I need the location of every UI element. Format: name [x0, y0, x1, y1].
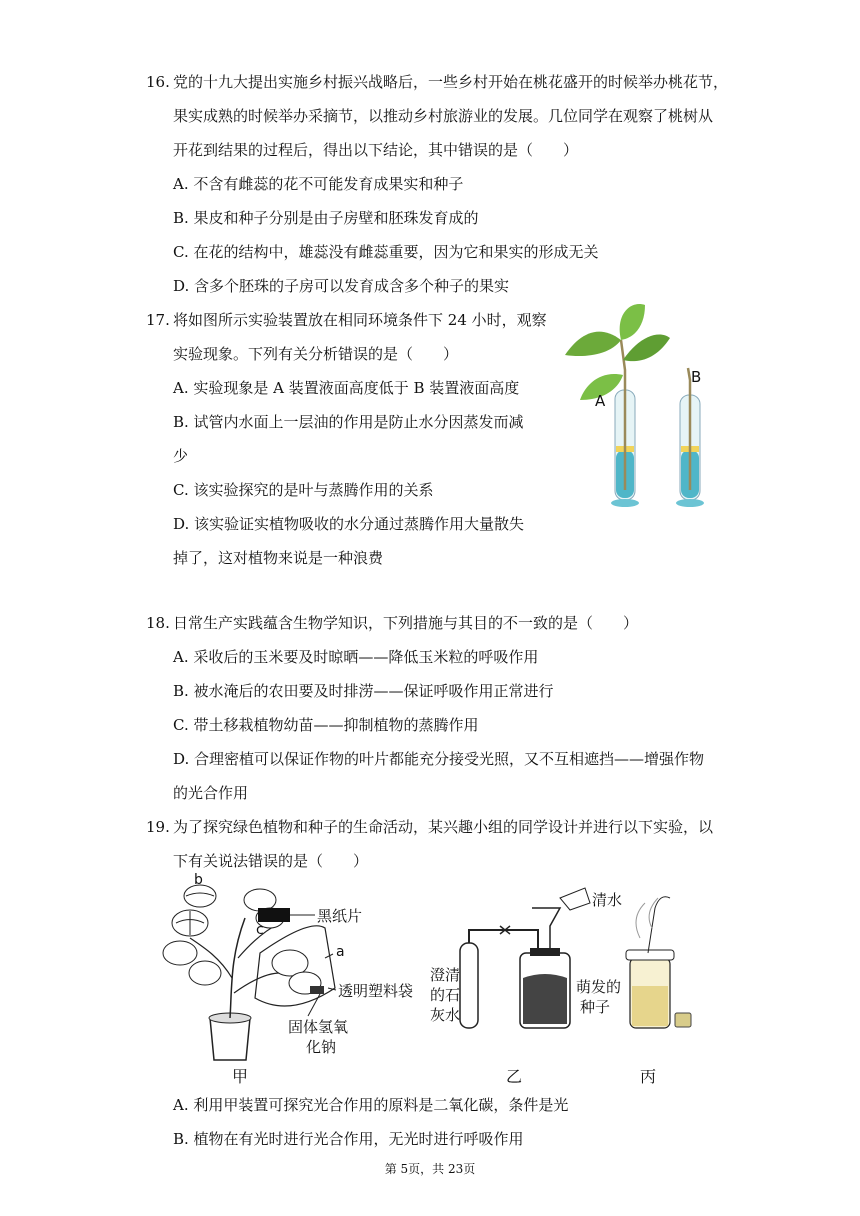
figure-label-a: A	[595, 392, 606, 410]
question-19-stem-line-1: 为了探究绿色植物和种子的生命活动，某兴趣小组的同学设计并进行以下实验，以	[173, 818, 714, 836]
question-18-stem-line-1: 日常生产实践蕴含生物学知识，下列措施与其目的不一致的是（ ）	[173, 614, 639, 632]
question-16-number: 16.	[146, 73, 170, 91]
label-naoh-line-1: 固体氢氧	[288, 1018, 349, 1036]
question-16-option-d: D. 含多个胚珠的子房可以发育成含多个种子的果实	[173, 277, 510, 295]
plant-seed-experiment-figure	[160, 872, 705, 1088]
question-18-option-d-cont: 的光合作用	[173, 784, 249, 802]
label-germinating-seeds-2: 种子	[580, 998, 611, 1016]
label-water: 清水	[592, 891, 623, 909]
question-18-option-b: B. 被水淹后的农田要及时排涝——保证呼吸作用正常进行	[173, 682, 554, 700]
transpiration-experiment-figure	[555, 300, 735, 510]
question-19-option-b: B. 植物在有光时进行光合作用，无光时进行呼吸作用	[173, 1130, 524, 1148]
question-17-option-a: A. 实验现象是 A 装置液面高度低于 B 装置液面高度	[173, 379, 520, 397]
label-apparatus-yi: 乙	[506, 1067, 523, 1086]
question-16-stem-line-2: 果实成熟的时候举办采摘节，以推动乡村旅游业的发展。几位同学在观察了桃树从	[173, 107, 714, 125]
figure-label-b: B	[691, 368, 702, 386]
question-16-option-c: C. 在花的结构中，雄蕊没有雌蕊重要，因为它和果实的形成无关	[173, 243, 599, 261]
label-apparatus-bing: 丙	[640, 1067, 657, 1086]
question-17-option-b-cont: 少	[173, 447, 189, 465]
question-18-number: 18.	[146, 614, 170, 632]
label-leaf-b: b	[194, 872, 203, 888]
question-18-option-d: D. 合理密植可以保证作物的叶片都能充分接受光照，又不互相遮挡——增强作物	[173, 750, 705, 768]
question-16-stem-line-1: 党的十九大提出实施乡村振兴战略后，一些乡村开始在桃花盛开的时候举办桃花节，	[173, 73, 729, 91]
label-apparatus-jia: 甲	[232, 1067, 249, 1086]
label-leaf-a: a	[336, 944, 345, 960]
question-16-stem-line-3: 开花到结果的过程后，得出以下结论，其中错误的是（ ）	[173, 141, 579, 159]
question-17-number: 17.	[146, 311, 170, 329]
label-limewater-2: 的石	[430, 986, 461, 1004]
question-19-stem-line-2: 下有关说法错误的是（ ）	[173, 852, 369, 870]
question-17-option-b: B. 试管内水面上一层油的作用是防止水分因蒸发而减	[173, 413, 524, 431]
question-18-option-a: A. 采收后的玉米要及时晾晒——降低玉米粒的呼吸作用	[173, 648, 539, 666]
label-naoh-line-2: 化钠	[306, 1038, 337, 1056]
question-18-option-c: C. 带土移栽植物幼苗——抑制植物的蒸腾作用	[173, 716, 479, 734]
label-germinating-seeds-1: 萌发的	[576, 978, 622, 996]
question-19-number: 19.	[146, 818, 170, 836]
question-17-option-d-cont: 掉了，这对植物来说是一种浪费	[173, 549, 384, 567]
question-17-stem-line-2: 实验现象。下列有关分析错误的是（ ）	[173, 345, 459, 363]
label-leaf-c: c	[256, 922, 264, 938]
question-16-option-a: A. 不含有雌蕊的花不可能发育成果实和种子	[173, 175, 464, 193]
label-limewater-3: 灰水	[430, 1006, 461, 1024]
label-clear-bag: 透明塑料袋	[338, 982, 414, 1000]
question-17-stem-line-1: 将如图所示实验装置放在相同环境条件下 24 小时，观察	[173, 311, 547, 329]
question-17-option-c: C. 该实验探究的是叶与蒸腾作用的关系	[173, 481, 434, 499]
label-black-paper: 黑纸片	[317, 907, 363, 925]
question-19-option-a: A. 利用甲装置可探究光合作用的原料是二氧化碳，条件是光	[173, 1096, 569, 1114]
question-17-option-d: D. 该实验证实植物吸收的水分通过蒸腾作用大量散失	[173, 515, 525, 533]
question-16-option-b: B. 果皮和种子分别是由子房壁和胚珠发育成的	[173, 209, 479, 227]
label-limewater-1: 澄清	[430, 966, 461, 984]
page-footer: 第 5页，共 23页	[384, 1162, 476, 1176]
